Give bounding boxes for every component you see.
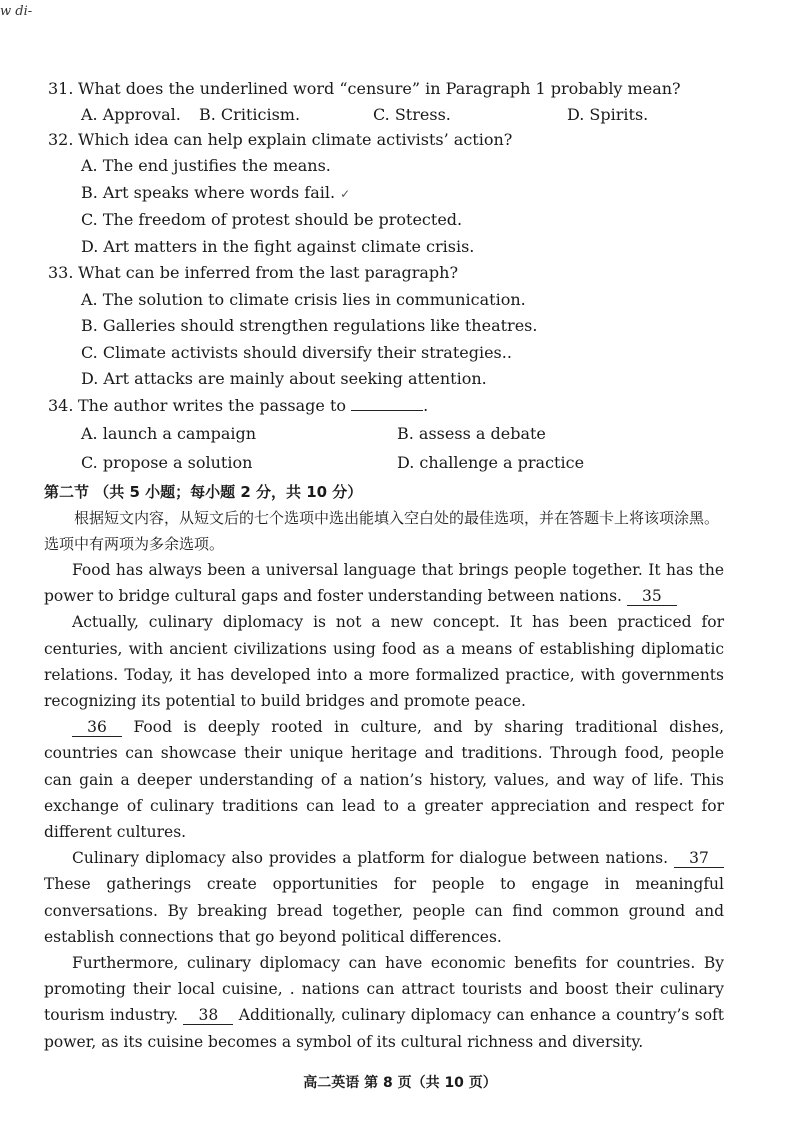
- question-number: 34.: [48, 395, 74, 415]
- option-b[interactable]: B. assess a debate: [397, 424, 546, 443]
- option-c[interactable]: C. Climate activists should diversify their strategies..: [81, 342, 512, 362]
- question-stem: The author writes the passage to: [78, 395, 347, 415]
- options-row: [44, 448, 724, 477]
- stem-period: .: [423, 395, 429, 415]
- option-a[interactable]: A. Approval.: [81, 104, 181, 124]
- exam-page: [44, 76, 724, 1055]
- option-c[interactable]: C. The freedom of protest should be protected.: [81, 210, 463, 229]
- passage-paragraph-5: [44, 950, 724, 1055]
- blank-36[interactable]: 36: [72, 718, 122, 737]
- question-34: [44, 393, 724, 478]
- blank-37[interactable]: 37: [674, 849, 724, 868]
- option-b[interactable]: B. Galleries should strengthen regulations like theatres.: [81, 316, 538, 335]
- options-row: [44, 103, 724, 127]
- option-c[interactable]: C. Stress.: [373, 104, 451, 124]
- passage-paragraph-2: Actually, culinary diplomacy is not a new concept. It has been practiced for centuries, with ancient civilizations using food as a means of establishing diplomatic relations. Today, it has developed into a more formalized practice, with governments recognizing its potential to build bridges and promote peace.: [44, 613, 724, 711]
- paragraph-text: Food has always been a universal language that brings people together. It has the power to bridge cultural gaps and foster understanding between nations.: [44, 561, 724, 606]
- option-a[interactable]: A. The solution to climate crisis lies in communication.: [81, 289, 526, 309]
- question-number: 31.: [48, 79, 74, 98]
- passage-paragraph-1: [44, 557, 724, 609]
- section-instruction: 根据短文内容，从短文后的七个选项中选出能填入空白处的最佳选项，并在答题卡上将该项涂黑。选项中有两项为多余选项。: [44, 509, 720, 553]
- question-stem: Which idea can help explain climate activists’ action?: [78, 129, 513, 149]
- question-stem: What can be inferred from the last paragraph?: [78, 263, 459, 282]
- passage-paragraph-4: [44, 845, 724, 950]
- page-footer: 高二英语 第 8 页（共 10 页）: [303, 1075, 497, 1091]
- paragraph-text: Culinary diplomacy also provides a platform for dialogue between nations.: [72, 849, 669, 868]
- option-b[interactable]: [44, 180, 724, 208]
- option-d[interactable]: D. challenge a practice: [397, 453, 585, 472]
- paragraph-text: These gatherings create opportunities for people to engage in meaningful conversations. By breaking bread together, people can find common ground and establish connections that go beyond political differences.: [44, 875, 724, 946]
- question-32: [44, 127, 724, 261]
- option-d[interactable]: D. Spirits.: [567, 104, 649, 124]
- paragraph-text: Furthermore, culinary diplomacy can have economic benefits for countries. By promoting their local cuisine, . nations can attract tourists and boost their culinary tourism industry.: [44, 954, 724, 1025]
- option-d[interactable]: D. Art attacks are mainly about seeking attention.: [81, 369, 487, 388]
- section-title: 第二节 （共 5 小题；每小题 2 分，共 10 分）: [44, 483, 363, 501]
- options-row: [44, 419, 724, 448]
- blank-38[interactable]: 38: [183, 1006, 233, 1025]
- answer-blank[interactable]: [351, 396, 423, 411]
- check-mark-icon: ✓: [340, 186, 351, 201]
- blank-35[interactable]: 35: [627, 587, 677, 606]
- question-31: [44, 76, 724, 127]
- question-33: [44, 260, 724, 393]
- option-c[interactable]: C. propose a solution: [81, 453, 253, 472]
- option-a[interactable]: A. launch a campaign: [81, 424, 257, 443]
- option-a[interactable]: A. The end justifies the means.: [81, 156, 331, 175]
- question-number: 33.: [48, 263, 74, 282]
- passage-paragraph-3: [44, 714, 724, 845]
- paragraph-text: Additionally, culinary diplomacy can enhance a country’s soft power, as its cuisine becomes a symbol of its cultural richness and diversity.: [44, 1006, 724, 1051]
- option-b-text: B. Art speaks where words fail.: [81, 182, 336, 202]
- option-b[interactable]: B. Criticism.: [199, 104, 301, 124]
- option-d[interactable]: D. Art matters in the fight against climate crisis.: [81, 236, 475, 256]
- corner-fragment: w di-: [0, 4, 33, 19]
- question-stem: What does the underlined word “censure” in Paragraph 1 probably mean?: [78, 79, 681, 98]
- question-number: 32.: [48, 129, 74, 149]
- paragraph-text: Food is deeply rooted in culture, and by sharing traditional dishes, countries can showcase their unique heritage and traditions. Through food, people can gain a deeper understanding of a nation’s history, values, and way of life. This exchange of culinary traditions can lead to a greater appreciation and respect for different cultures.: [44, 718, 724, 842]
